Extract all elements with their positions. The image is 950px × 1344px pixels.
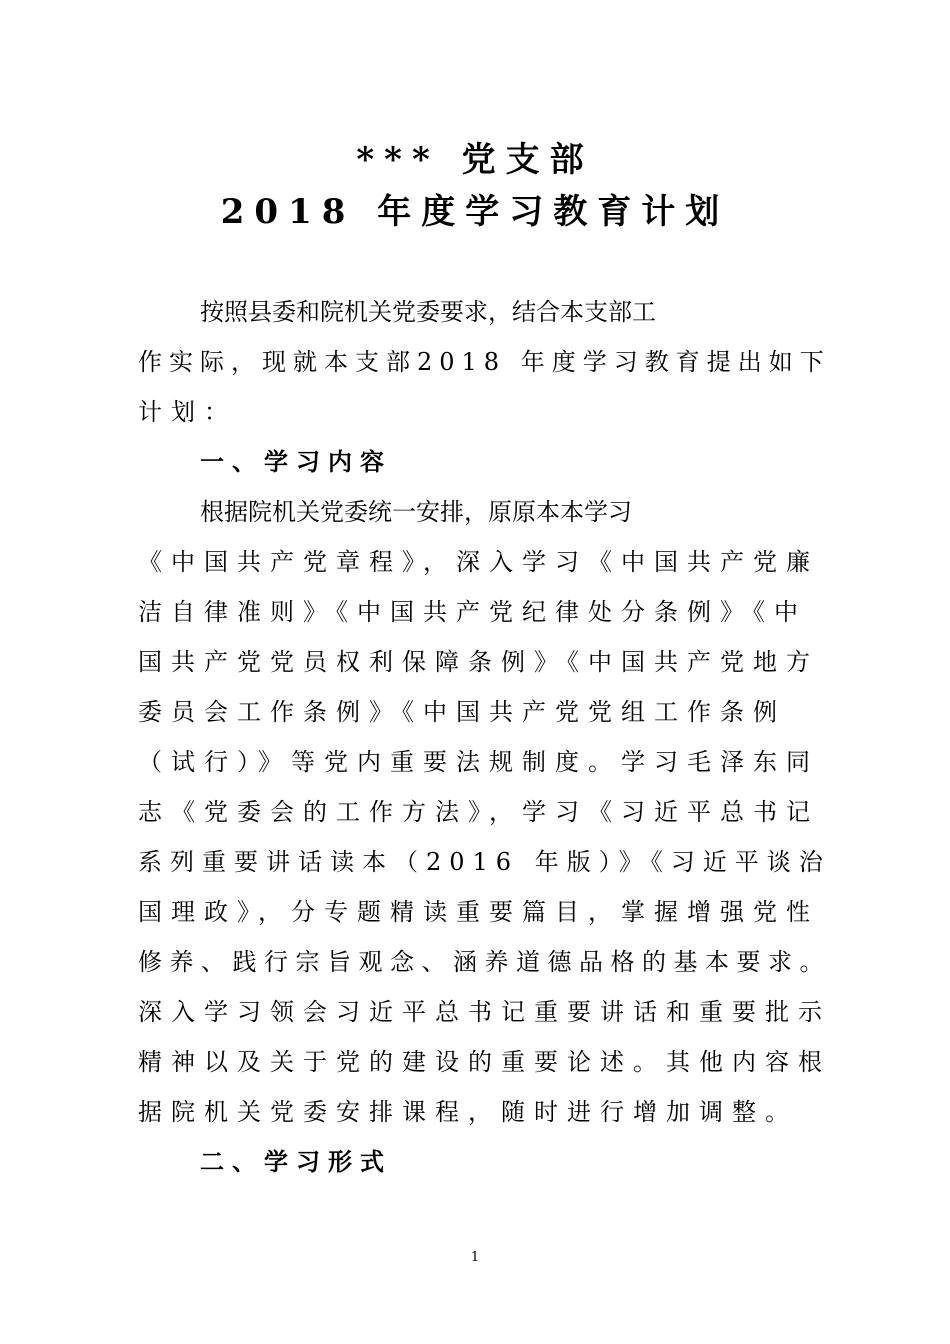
section1-line-6: （试行）》等党内重要法规制度。学习毛泽东同 bbox=[138, 748, 819, 776]
intro-line-2: 作实际，现就本支部2018 年度学习教育提出如下 bbox=[138, 348, 831, 376]
section1-line-5: 委员会工作条例》《中国共产党党组工作条例 bbox=[138, 698, 786, 726]
section1-line-11: 深入学习领会习近平总书记重要讲话和重要批示 bbox=[138, 998, 831, 1026]
section1-line-10: 修养、践行宗旨观念、涵养道德品格的基本要求。 bbox=[138, 948, 831, 976]
page-number: 1 bbox=[470, 1250, 480, 1265]
section2-heading: 二、学习形式 bbox=[200, 1148, 392, 1176]
section1-heading: 一、学习内容 bbox=[200, 448, 392, 476]
section1-line-4: 国共产党党员权利保障条例》《中国共产党地方 bbox=[138, 648, 819, 676]
intro-line-3: 计划： bbox=[138, 398, 237, 426]
section1-line-13: 据院机关党委安排课程，随时进行增加调整。 bbox=[138, 1098, 798, 1126]
section1-line-8: 系列重要讲话读本（2016 年版）》《习近平谈治 bbox=[138, 848, 831, 876]
section1-line-2: 《中国共产党章程》，深入学习《中国共产党廉 bbox=[138, 548, 819, 576]
document-title-line1: *** 党支部 bbox=[356, 140, 594, 180]
section1-line-12: 精神以及关于党的建设的重要论述。其他内容根 bbox=[138, 1048, 831, 1076]
section1-line-1: 根据院机关党委统一安排，原原本本学习 bbox=[200, 498, 632, 526]
section1-line-7: 志《党委会的工作方法》，学习《习近平总书记 bbox=[138, 798, 819, 826]
section1-line-9: 国理政》，分专题精读重要篇目，掌握增强党性 bbox=[138, 898, 819, 926]
intro-line-1: 按照县委和院机关党委要求，结合本支部工 bbox=[200, 298, 656, 326]
document-title-line2: 2018 年度学习教育计划 bbox=[220, 192, 730, 232]
section1-line-3: 洁自律准则》《中国共产党纪律处分条例》《中 bbox=[138, 598, 807, 626]
